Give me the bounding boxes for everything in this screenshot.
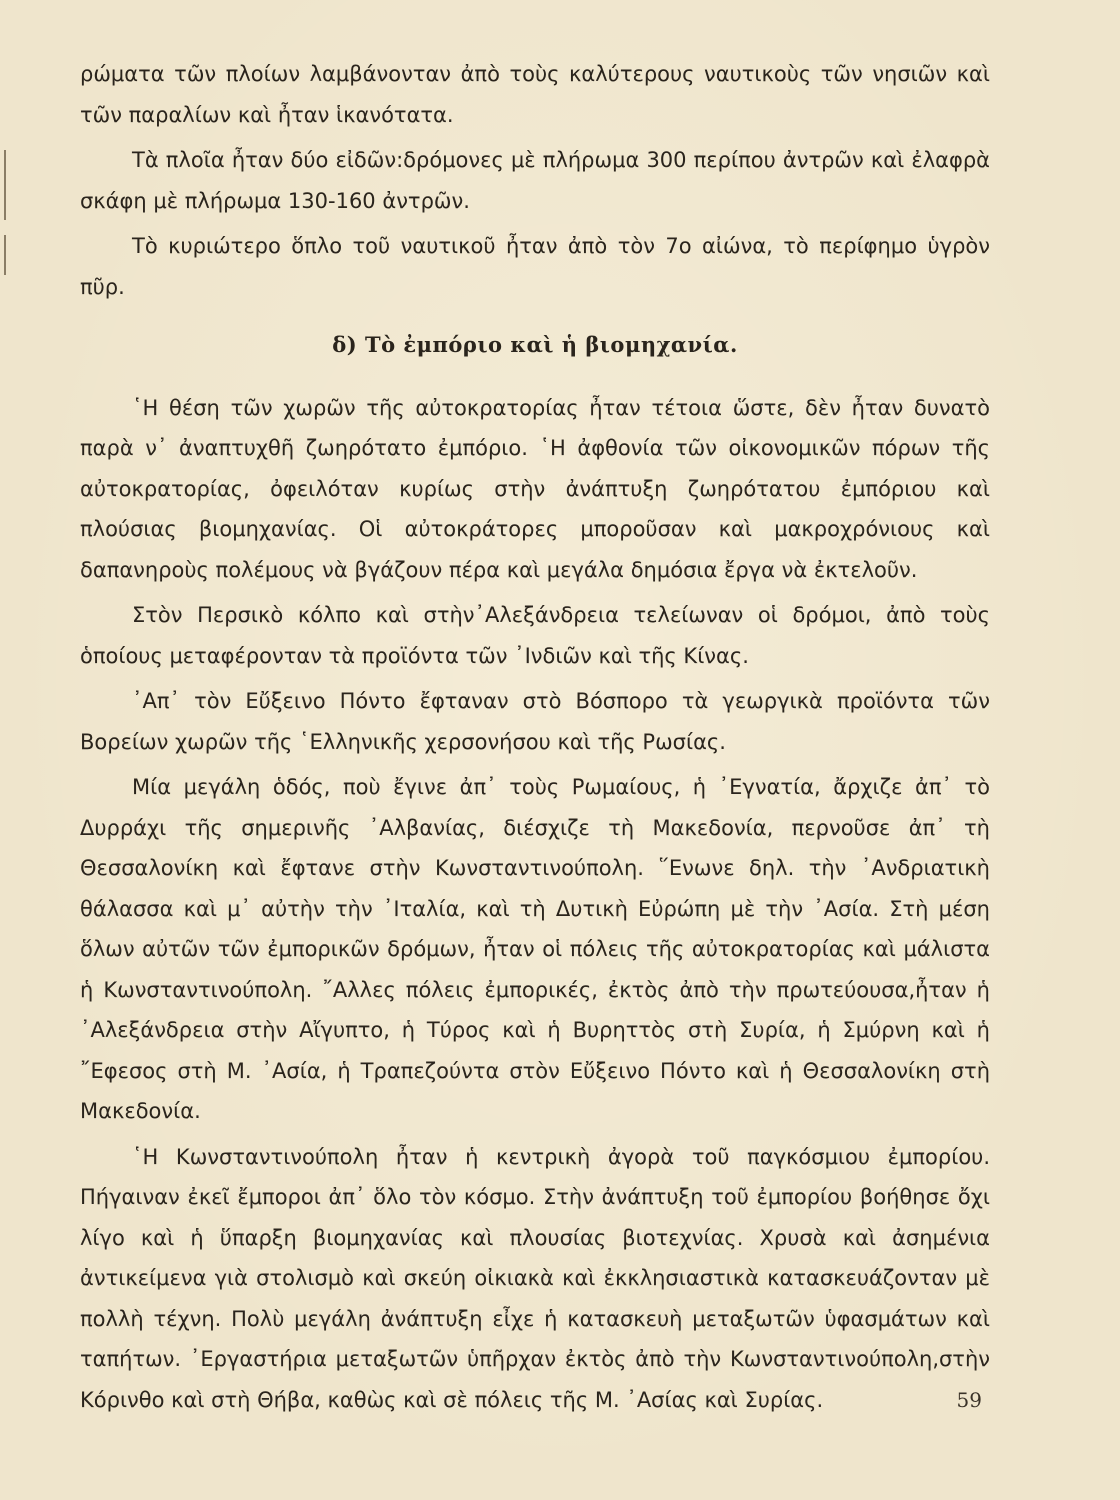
- binding-shadow: [4, 235, 6, 275]
- text-body: [80, 54, 990, 1425]
- binding-shadow: [4, 150, 6, 220]
- paragraph: Τὰ πλοῖα ἦταν δύο εἰδῶν:δρόμονες μὲ πλήρωμα 300 περίπου ἀντρῶν καὶ ἐλαφρὰ σκάφη μὲ πλήρωμα 130-160 ἀντρῶν.: [80, 148, 990, 213]
- paragraph: Μία μεγάλη ὁδός, ποὺ ἔγινε ἀπ᾽ τοὺς Ρωμαίους, ἡ ᾽Εγνατία, ἄρχιζε ἀπ᾽ τὸ Δυρράχι τῆς σημερινῆς ᾽Αλβανίας, διέσχιζε τὴ Μακεδονία, περνοῦσε ἀπ᾽ τὴ Θεσσαλονίκη καὶ ἔφτανε στὴν Κωνσταντινούπολη. ῞Ενωνε δηλ. τὴν ᾽Ανδριατικὴ θάλασσα καὶ μ᾽ αὐτὴν τὴν ᾽Ιταλία, καὶ τὴ Δυτικὴ Εὐρώπη μὲ τὴν ᾽Ασία. Στὴ μέση ὅλων αὐτῶν τῶν ἐμπορικῶν δρόμων, ἦταν οἱ πόλεις τῆς αὐτοκρατορίας καὶ μάλιστα ἡ Κωνσταντινούπολη. ῎Αλλες πόλεις ἐμπορικές, ἐκτὸς ἀπὸ τὴν πρωτεύουσα,ἦταν ἡ ᾽Αλεξάνδρεια στὴν Αἴγυπτο, ἡ Τύρος καὶ ἡ Βυρηττὸς στὴ Συρία, ἡ Σμύρνη καὶ ἡ ῎Εφεσος στὴ Μ. ᾽Ασία, ἡ Τραπεζούντα στὸν Εὔξεινο Πόντο καὶ ἡ Θεσσαλονίκη στὴ Μακεδονία.: [80, 775, 990, 1123]
- paragraph: ρώματα τῶν πλοίων λαμβάνονταν ἀπὸ τοὺς καλύτερους ναυτικοὺς τῶν νησιῶν καὶ τῶν παραλίων καὶ ἦταν ἱκανότατα.: [80, 62, 990, 127]
- page-number: 59: [956, 1388, 982, 1412]
- section-heading: δ) Τὸ ἐμπόριο καὶ ἡ βιομηχανία.: [332, 332, 738, 357]
- paragraph: ῾Η θέση τῶν χωρῶν τῆς αὐτοκρατορίας ἦταν τέτοια ὥστε, δὲν ἦταν δυνατὸ παρὰ ν᾽ ἀναπτυχθῆ ζωηρότατο ἐμπόριο. ῾Η ἀφθονία τῶν οἰκονομικῶν πόρων τῆς αὐτοκρατορίας, ὀφειλόταν κυρίως στὴν ἀνάπτυξη ζωηρότατου ἐμπόριου καὶ πλούσιας βιομηχανίας. Οἱ αὐτοκράτορες μποροῦσαν καὶ μακροχρόνιους καὶ δαπανηροὺς πολέμους νὰ βγάζουν πέρα καὶ μεγάλα δημόσια ἔργα νὰ ἐκτελοῦν.: [80, 395, 990, 582]
- paragraph: ᾽Απ᾽ τὸν Εὔξεινο Πόντο ἔφταναν στὸ Βόσπορο τὰ γεωργικὰ προϊόντα τῶν Βορείων χωρῶν τῆς ῾Ελληνικῆς χερσονήσου καὶ τῆς Ρωσίας.: [80, 689, 990, 754]
- paragraph: ῾Η Κωνσταντινούπολη ἦταν ἡ κεντρικὴ ἀγορὰ τοῦ παγκόσμιου ἐμπορίου. Πήγαιναν ἐκεῖ ἔμποροι ἀπ᾽ ὅλο τὸν κόσμο. Στὴν ἀνάπτυξη τοῦ ἐμπορίου βοήθησε ὄχι λίγο καὶ ἡ ὕπαρξη βιομηχανίας καὶ πλουσίας βιοτεχνίας. Χρυσὰ καὶ ἀσημένια ἀντικείμενα γιὰ στολισμὸ καὶ σκεύη οἰκιακὰ καὶ ἐκκλησιαστικὰ κατασκευάζονταν μὲ πολλὴ τέχνη. Πολὺ μεγάλη ἀνάπτυξη εἶχε ἡ κατασκευὴ μεταξωτῶν ὑφασμάτων καὶ ταπήτων. ᾽Εργαστήρια μεταξωτῶν ὑπῆρχαν ἐκτὸς ἀπὸ τὴν Κωνσταντινούπολη,στὴν Κόρινθο καὶ στὴ Θήβα, καθὼς καὶ σὲ πόλεις τῆς Μ. ᾽Ασίας καὶ Συρίας.: [80, 1144, 990, 1412]
- paragraph: Τὸ κυριώτερο ὅπλο τοῦ ναυτικοῦ ἦταν ἀπὸ τὸν 7ο αἰώνα, τὸ περίφημο ὑγρὸν πῦρ.: [80, 234, 990, 299]
- paragraph: Στὸν Περσικὸ κόλπο καὶ στὴν᾽Αλεξάνδρεια τελείωναν οἱ δρόμοι, ἀπὸ τοὺς ὁποίους μεταφέρονταν τὰ προϊόντα τῶν ᾽Ινδιῶν καὶ τῆς Κίνας.: [80, 603, 990, 668]
